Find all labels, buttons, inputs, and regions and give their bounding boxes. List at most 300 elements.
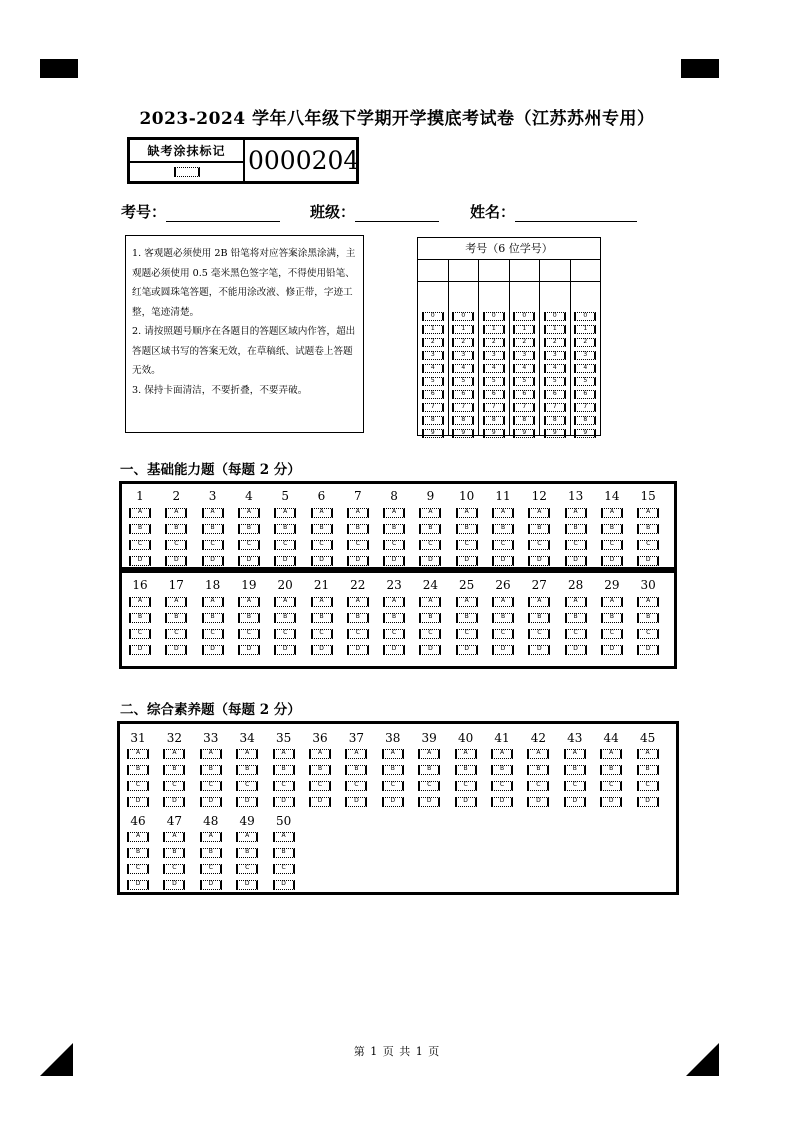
answer-bubble-b[interactable]: B [202, 524, 224, 534]
exam-digit-bubble[interactable]: 1 [452, 325, 474, 334]
answer-bubble-b[interactable]: B [163, 848, 185, 858]
question-number: 8 [390, 489, 398, 503]
answer-bubble-b[interactable]: B [163, 765, 185, 775]
answer-bubble-b[interactable]: B [383, 613, 405, 623]
answer-bubble-b[interactable]: B [238, 613, 260, 623]
answer-bubble-c[interactable]: C [383, 629, 405, 639]
answer-bubble-c[interactable]: C [418, 781, 440, 791]
answer-bubble-c[interactable]: C [273, 864, 295, 874]
answer-bubble-a[interactable]: A [455, 749, 477, 759]
question-number: 2 [172, 489, 181, 503]
answer-bubble-b[interactable]: B [528, 613, 550, 623]
answer-bubble-b[interactable]: B [492, 613, 514, 623]
answer-bubble-c[interactable]: C [527, 781, 549, 791]
answer-bubble-c[interactable]: C [127, 781, 149, 791]
answer-bubble-c[interactable]: C [565, 540, 587, 550]
answer-bubble-b[interactable]: B [200, 765, 222, 775]
exam-digit-bubble[interactable]: 2 [422, 338, 444, 347]
answer-bubble-b[interactable]: B [202, 613, 224, 623]
answer-bubble-a[interactable]: A [383, 597, 405, 607]
answer-bubble-d[interactable]: D [274, 556, 296, 566]
answer-bubble-c[interactable]: C [311, 540, 333, 550]
exam-digit-bubble[interactable]: 9 [483, 429, 505, 438]
answer-bubble-b[interactable]: B [382, 765, 404, 775]
answer-bubble-a[interactable]: A [601, 508, 623, 518]
exam-digit-column [510, 260, 541, 435]
answer-bubble-d[interactable]: D [637, 645, 659, 655]
exam-digit-bubble[interactable]: 7 [422, 403, 444, 412]
answer-bubble-b[interactable]: B [129, 613, 151, 623]
answer-bubble-b[interactable]: B [565, 524, 587, 534]
answer-bubble-d[interactable]: D [527, 797, 549, 807]
answer-bubble-a[interactable]: A [309, 749, 331, 759]
answer-bubble-d[interactable]: D [600, 797, 622, 807]
exam-digit-bubble[interactable]: 6 [513, 390, 535, 399]
answer-bubble-b[interactable]: B [419, 524, 441, 534]
answer-bubble-d[interactable]: D [637, 556, 659, 566]
exam-digit-bubble[interactable]: 4 [544, 364, 566, 373]
exam-digit-bubble[interactable]: 3 [483, 351, 505, 360]
answer-bubble-c[interactable]: C [163, 781, 185, 791]
answer-bubble-d[interactable]: D [345, 797, 367, 807]
answer-bubble-a[interactable]: A [600, 749, 622, 759]
answer-bubble-b[interactable]: B [418, 765, 440, 775]
answer-bubble-a[interactable]: A [274, 508, 296, 518]
answer-bubble-d[interactable]: D [238, 645, 260, 655]
exam-digit-bubble[interactable]: 4 [574, 364, 596, 373]
answer-bubble-a[interactable]: A [528, 508, 550, 518]
answer-bubble-c[interactable]: C [456, 540, 478, 550]
answer-bubble-a[interactable]: A [127, 749, 149, 759]
question-number: 25 [459, 578, 475, 592]
exam-digit-bubble[interactable]: 3 [544, 351, 566, 360]
exam-digit-bubble[interactable]: 4 [513, 364, 535, 373]
answer-bubble-a[interactable]: A [491, 749, 513, 759]
answer-bubble-d[interactable]: D [528, 556, 550, 566]
answer-bubble-a[interactable]: A [236, 832, 258, 842]
answer-bubble-c[interactable]: C [637, 540, 659, 550]
answer-bubble-a[interactable]: A [163, 832, 185, 842]
answer-bubble-d[interactable]: D [309, 797, 331, 807]
answer-bubble-a[interactable]: A [311, 597, 333, 607]
page-title: 2023-2024 学年八年级下学期开学摸底考试卷（江苏苏州专用） [139, 109, 655, 129]
answer-bubble-b[interactable]: B [455, 765, 477, 775]
answer-bubble-a[interactable]: A [165, 597, 187, 607]
answer-bubble-c[interactable]: C [202, 629, 224, 639]
answer-bubble-b[interactable]: B [491, 765, 513, 775]
answer-bubble-d[interactable]: D [383, 556, 405, 566]
answer-bubble-a[interactable]: A [527, 749, 549, 759]
exam-digit-bubble[interactable]: 2 [452, 338, 474, 347]
question-number: 37 [348, 731, 365, 745]
answer-bubble-c[interactable]: C [163, 864, 185, 874]
exam-digit-bubble[interactable]: 2 [483, 338, 505, 347]
answer-bubble-c[interactable]: C [601, 540, 623, 550]
answer-bubble-c[interactable]: C [600, 781, 622, 791]
exam-digit-bubble[interactable]: 7 [452, 403, 474, 412]
exam-digit-bubble[interactable]: 7 [513, 403, 535, 412]
answer-bubble-c[interactable]: C [601, 629, 623, 639]
answer-bubble-c[interactable]: C [238, 629, 260, 639]
exam-digit-bubble[interactable]: 6 [483, 390, 505, 399]
exam-digit-bubble[interactable]: 9 [574, 429, 596, 438]
answer-bubble-a[interactable]: A [129, 597, 151, 607]
exam-digit-bubble[interactable]: 0 [422, 312, 444, 321]
question-number: 34 [239, 731, 255, 745]
answer-bubble-c[interactable]: C [274, 540, 296, 550]
answer-bubble-a[interactable]: A [163, 749, 185, 759]
question-number: 35 [275, 731, 292, 745]
exam-digit-bubble[interactable]: 8 [483, 416, 505, 425]
answer-bubble-c[interactable]: C [492, 629, 514, 639]
answer-bubble-c[interactable]: C [383, 540, 405, 550]
exam-digit-bubble[interactable]: 8 [574, 416, 596, 425]
answer-bubble-c[interactable]: C [565, 629, 587, 639]
exam-digit-bubble[interactable]: 6 [574, 390, 596, 399]
answer-bubble-a[interactable]: A [528, 597, 550, 607]
question-number: 43 [567, 731, 583, 745]
answer-bubble-c[interactable]: C [165, 540, 187, 550]
exam-digit-bubble[interactable]: 2 [513, 338, 535, 347]
answer-bubble-c[interactable]: C [419, 540, 441, 550]
answer-bubble-c[interactable]: C [200, 864, 222, 874]
notice-box [125, 235, 364, 433]
name-label: 姓名： [470, 203, 516, 221]
question-number: 4 [245, 489, 253, 503]
question-number: 46 [130, 814, 146, 828]
answer-bubble-c[interactable]: C [492, 540, 514, 550]
answer-bubble-a[interactable]: A [347, 597, 369, 607]
answer-bubble-d[interactable]: D [382, 797, 404, 807]
answer-bubble-a[interactable]: A [202, 508, 224, 518]
answer-bubble-d[interactable]: D [311, 556, 333, 566]
answer-bubble-a[interactable]: A [637, 597, 659, 607]
answer-bubble-b[interactable]: B [238, 524, 260, 534]
answer-bubble-a[interactable]: A [456, 597, 478, 607]
exam-digit-bubble[interactable]: 9 [544, 429, 566, 438]
answer-bubble-d[interactable]: D [637, 797, 659, 807]
answer-bubble-a[interactable]: A [383, 508, 405, 518]
question-number: 39 [421, 731, 437, 745]
exam-digit-bubble[interactable]: 3 [513, 351, 535, 360]
answer-bubble-b[interactable]: B [127, 848, 149, 858]
exam-digit-bubble[interactable]: 5 [452, 377, 474, 386]
answer-bubble-a[interactable]: A [345, 749, 367, 759]
answer-bubble-c[interactable]: C [637, 629, 659, 639]
answer-bubble-b[interactable]: B [527, 765, 549, 775]
answer-bubble-d[interactable]: D [202, 556, 224, 566]
answer-bubble-b[interactable]: B [347, 524, 369, 534]
exam-digit-bubble[interactable]: 7 [544, 403, 566, 412]
answer-bubble-d[interactable]: D [492, 645, 514, 655]
exam-digit-bubble[interactable]: 1 [544, 325, 566, 334]
answer-bubble-a[interactable]: A [238, 508, 260, 518]
exam-digit-bubble[interactable]: 2 [544, 338, 566, 347]
answer-bubble-d[interactable]: D [127, 880, 149, 890]
answer-bubble-c[interactable]: C [419, 629, 441, 639]
answer-bubble-a[interactable]: A [274, 597, 296, 607]
answer-bubble-d[interactable]: D [491, 797, 513, 807]
question-number: 42 [530, 731, 547, 745]
exam-digit-bubble[interactable]: 6 [544, 390, 566, 399]
exam-digit-bubble[interactable]: 7 [483, 403, 505, 412]
answer-bubble-d[interactable]: D [564, 797, 586, 807]
answer-bubble-b[interactable]: B [273, 848, 295, 858]
exam-digit-bubble[interactable]: 0 [544, 312, 566, 321]
answer-bubble-d[interactable]: D [419, 645, 441, 655]
answer-bubble-d[interactable]: D [129, 645, 151, 655]
exam-digit-bubble[interactable]: 4 [452, 364, 474, 373]
exam-digit-bubble[interactable]: 5 [483, 377, 505, 386]
answer-bubble-d[interactable]: D [165, 556, 187, 566]
answer-bubble-c[interactable]: C [236, 781, 258, 791]
exam-digit-column [540, 260, 571, 435]
answer-bubble-b[interactable]: B [309, 765, 331, 775]
answer-bubble-a[interactable]: A [236, 749, 258, 759]
answer-bubble-b[interactable]: B [456, 524, 478, 534]
exam-no-field[interactable] [166, 204, 280, 222]
answer-bubble-b[interactable]: B [637, 765, 659, 775]
answer-bubble-a[interactable]: A [565, 597, 587, 607]
answer-bubble-c[interactable]: C [309, 781, 331, 791]
answer-bubble-c[interactable]: C [236, 864, 258, 874]
exam-digit-bubble[interactable]: 8 [422, 416, 444, 425]
answer-bubble-a[interactable]: A [165, 508, 187, 518]
answer-bubble-d[interactable]: D [601, 556, 623, 566]
answer-bubble-a[interactable]: A [238, 597, 260, 607]
answer-bubble-c[interactable]: C [129, 540, 151, 550]
answer-bubble-a[interactable]: A [127, 832, 149, 842]
answer-bubble-d[interactable]: D [419, 556, 441, 566]
absent-mark-box [127, 137, 359, 184]
answer-bubble-d[interactable]: D [347, 556, 369, 566]
answer-bubble-c[interactable]: C [345, 781, 367, 791]
section2-title: 二、综合素养题（每题 2 分） [120, 702, 301, 718]
exam-digit-bubble[interactable]: 3 [574, 351, 596, 360]
exam-digit-bubble[interactable]: 3 [452, 351, 474, 360]
answer-bubble-c[interactable]: C [382, 781, 404, 791]
answer-bubble-d[interactable]: D [165, 645, 187, 655]
answer-bubble-a[interactable]: A [129, 508, 151, 518]
exam-digit-bubble[interactable]: 1 [483, 325, 505, 334]
answer-bubble-c[interactable]: C [202, 540, 224, 550]
answer-bubble-d[interactable]: D [236, 797, 258, 807]
answer-bubble-b[interactable]: B [129, 524, 151, 534]
answer-bubble-d[interactable]: D [528, 645, 550, 655]
answer-bubble-d[interactable]: D [200, 797, 222, 807]
question-number: 3 [208, 489, 217, 503]
answer-bubble-b[interactable]: B [601, 524, 623, 534]
answer-bubble-a[interactable]: A [273, 749, 295, 759]
exam-digit-bubble[interactable]: 9 [422, 429, 444, 438]
answer-bubble-b[interactable]: B [419, 613, 441, 623]
answer-bubble-c[interactable]: C [273, 781, 295, 791]
answer-bubble-a[interactable]: A [200, 749, 222, 759]
answer-bubble-d[interactable]: D [565, 645, 587, 655]
answer-bubble-c[interactable]: C [127, 864, 149, 874]
question-number: 10 [459, 489, 475, 503]
exam-digit-bubble[interactable]: 3 [422, 351, 444, 360]
question-number: 21 [313, 578, 330, 592]
exam-digit-bubble[interactable]: 0 [483, 312, 505, 321]
answer-bubble-a[interactable]: A [382, 749, 404, 759]
name-field[interactable] [515, 204, 637, 222]
exam-digit-bubble[interactable]: 0 [574, 312, 596, 321]
answer-bubble-b[interactable]: B [600, 765, 622, 775]
exam-digit-bubble[interactable]: 5 [544, 377, 566, 386]
answer-bubble-d[interactable]: D [202, 645, 224, 655]
answer-bubble-c[interactable]: C [311, 629, 333, 639]
answer-bubble-d[interactable]: D [418, 797, 440, 807]
answer-bubble-d[interactable]: D [236, 880, 258, 890]
answer-bubble-d[interactable]: D [347, 645, 369, 655]
exam-digit-bubble[interactable]: 2 [574, 338, 596, 347]
answer-bubble-c[interactable]: C [347, 540, 369, 550]
question-number: 30 [640, 578, 656, 592]
exam-digit-bubble[interactable]: 9 [513, 429, 535, 438]
question-number: 11 [495, 489, 511, 503]
answer-bubble-b[interactable]: B [528, 524, 550, 534]
question-number: 1 [136, 489, 144, 503]
answer-bubble-b[interactable]: B [165, 613, 187, 623]
question-number: 23 [386, 578, 402, 592]
exam-digit-bubble[interactable]: 8 [513, 416, 535, 425]
exam-digit-bubble[interactable]: 5 [422, 377, 444, 386]
answer-bubble-a[interactable]: A [347, 508, 369, 518]
exam-digit-bubble[interactable]: 1 [574, 325, 596, 334]
absent-mark-bubble[interactable] [174, 167, 200, 177]
answer-bubble-b[interactable]: B [273, 765, 295, 775]
class-field[interactable] [355, 204, 439, 222]
answer-bubble-c[interactable]: C [528, 629, 550, 639]
question-number: 20 [277, 578, 293, 592]
answer-bubble-a[interactable]: A [456, 508, 478, 518]
answer-bubble-b[interactable]: B [601, 613, 623, 623]
answer-bubble-b[interactable]: B [274, 613, 296, 623]
answer-bubble-c[interactable]: C [528, 540, 550, 550]
answer-bubble-d[interactable]: D [492, 556, 514, 566]
answer-bubble-d[interactable]: D [383, 645, 405, 655]
answer-bubble-d[interactable]: D [238, 556, 260, 566]
answer-bubble-d[interactable]: D [129, 556, 151, 566]
answer-bubble-b[interactable]: B [345, 765, 367, 775]
answer-bubble-b[interactable]: B [236, 848, 258, 858]
answer-bubble-d[interactable]: D [456, 645, 478, 655]
answer-bubble-d[interactable]: D [456, 556, 478, 566]
answer-bubble-d[interactable]: D [274, 645, 296, 655]
answer-bubble-a[interactable]: A [419, 597, 441, 607]
answer-bubble-b[interactable]: B [127, 765, 149, 775]
answer-bubble-c[interactable]: C [274, 629, 296, 639]
answer-bubble-b[interactable]: B [200, 848, 222, 858]
answer-bubble-d[interactable]: D [273, 880, 295, 890]
question-number: 33 [203, 731, 219, 745]
answer-bubble-c[interactable]: C [165, 629, 187, 639]
answer-bubble-a[interactable]: A [564, 749, 586, 759]
exam-digit-bubble[interactable]: 7 [574, 403, 596, 412]
answer-bubble-c[interactable]: C [200, 781, 222, 791]
exam-digit-bubble[interactable]: 0 [513, 312, 535, 321]
answer-bubble-a[interactable]: A [637, 508, 659, 518]
answer-bubble-a[interactable]: A [273, 832, 295, 842]
answer-bubble-a[interactable]: A [311, 508, 333, 518]
answer-bubble-b[interactable]: B [492, 524, 514, 534]
answer-bubble-b[interactable]: B [637, 613, 659, 623]
exam-digit-bubble[interactable]: 5 [513, 377, 535, 386]
answer-bubble-d[interactable]: D [601, 645, 623, 655]
answer-bubble-a[interactable]: A [601, 597, 623, 607]
answer-bubble-d[interactable]: D [565, 556, 587, 566]
answer-bubble-d[interactable]: D [311, 645, 333, 655]
answer-bubble-d[interactable]: D [163, 880, 185, 890]
answer-bubble-b[interactable]: B [383, 524, 405, 534]
answer-bubble-c[interactable]: C [637, 781, 659, 791]
exam-digit-bubble[interactable]: 4 [483, 364, 505, 373]
exam-digit-bubble[interactable]: 5 [574, 377, 596, 386]
answer-bubble-c[interactable]: C [347, 629, 369, 639]
answer-bubble-b[interactable]: B [347, 613, 369, 623]
answer-bubble-c[interactable]: C [456, 629, 478, 639]
exam-digit-bubble[interactable]: 4 [422, 364, 444, 373]
answer-bubble-c[interactable]: C [129, 629, 151, 639]
answer-bubble-a[interactable]: A [492, 508, 514, 518]
answer-bubble-b[interactable]: B [637, 524, 659, 534]
question-number: 17 [168, 578, 184, 592]
question-number: 31 [130, 731, 146, 745]
answer-bubble-b[interactable]: B [274, 524, 296, 534]
exam-digit-bubble[interactable]: 1 [422, 325, 444, 334]
exam-number-grid [417, 237, 601, 436]
answer-bubble-d[interactable]: D [455, 797, 477, 807]
answer-bubble-b[interactable]: B [564, 765, 586, 775]
answer-bubble-c[interactable]: C [455, 781, 477, 791]
answer-bubble-b[interactable]: B [236, 765, 258, 775]
answer-bubble-d[interactable]: D [200, 880, 222, 890]
answer-bubble-c[interactable]: C [491, 781, 513, 791]
answer-bubble-b[interactable]: B [311, 613, 333, 623]
answer-bubble-b[interactable]: B [311, 524, 333, 534]
question-number: 7 [353, 489, 362, 503]
corner-marker-top-left [40, 59, 78, 78]
answer-bubble-c[interactable]: C [238, 540, 260, 550]
answer-bubble-b[interactable]: B [565, 613, 587, 623]
answer-bubble-a[interactable]: A [200, 832, 222, 842]
answer-bubble-d[interactable]: D [163, 797, 185, 807]
answer-bubble-c[interactable]: C [564, 781, 586, 791]
exam-digit-bubble[interactable]: 8 [452, 416, 474, 425]
answer-bubble-d[interactable]: D [273, 797, 295, 807]
answer-bubble-a[interactable]: A [419, 508, 441, 518]
exam-digit-bubble[interactable]: 9 [452, 429, 474, 438]
question-number: 40 [457, 731, 474, 745]
answer-bubble-d[interactable]: D [127, 797, 149, 807]
question-number: 44 [603, 731, 619, 745]
question-number: 36 [312, 731, 328, 745]
exam-digit-bubble[interactable]: 6 [422, 390, 444, 399]
answer-bubble-a[interactable]: A [418, 749, 440, 759]
answer-bubble-a[interactable]: A [492, 597, 514, 607]
exam-digit-bubble[interactable]: 8 [544, 416, 566, 425]
exam-digit-bubble[interactable]: 1 [513, 325, 535, 334]
answer-bubble-a[interactable]: A [637, 749, 659, 759]
answer-bubble-a[interactable]: A [202, 597, 224, 607]
answer-bubble-b[interactable]: B [165, 524, 187, 534]
answer-bubble-a[interactable]: A [565, 508, 587, 518]
question-number: 49 [239, 814, 255, 828]
exam-digit-bubble[interactable]: 6 [452, 390, 474, 399]
answer-bubble-b[interactable]: B [456, 613, 478, 623]
exam-digit-bubble[interactable]: 0 [452, 312, 474, 321]
